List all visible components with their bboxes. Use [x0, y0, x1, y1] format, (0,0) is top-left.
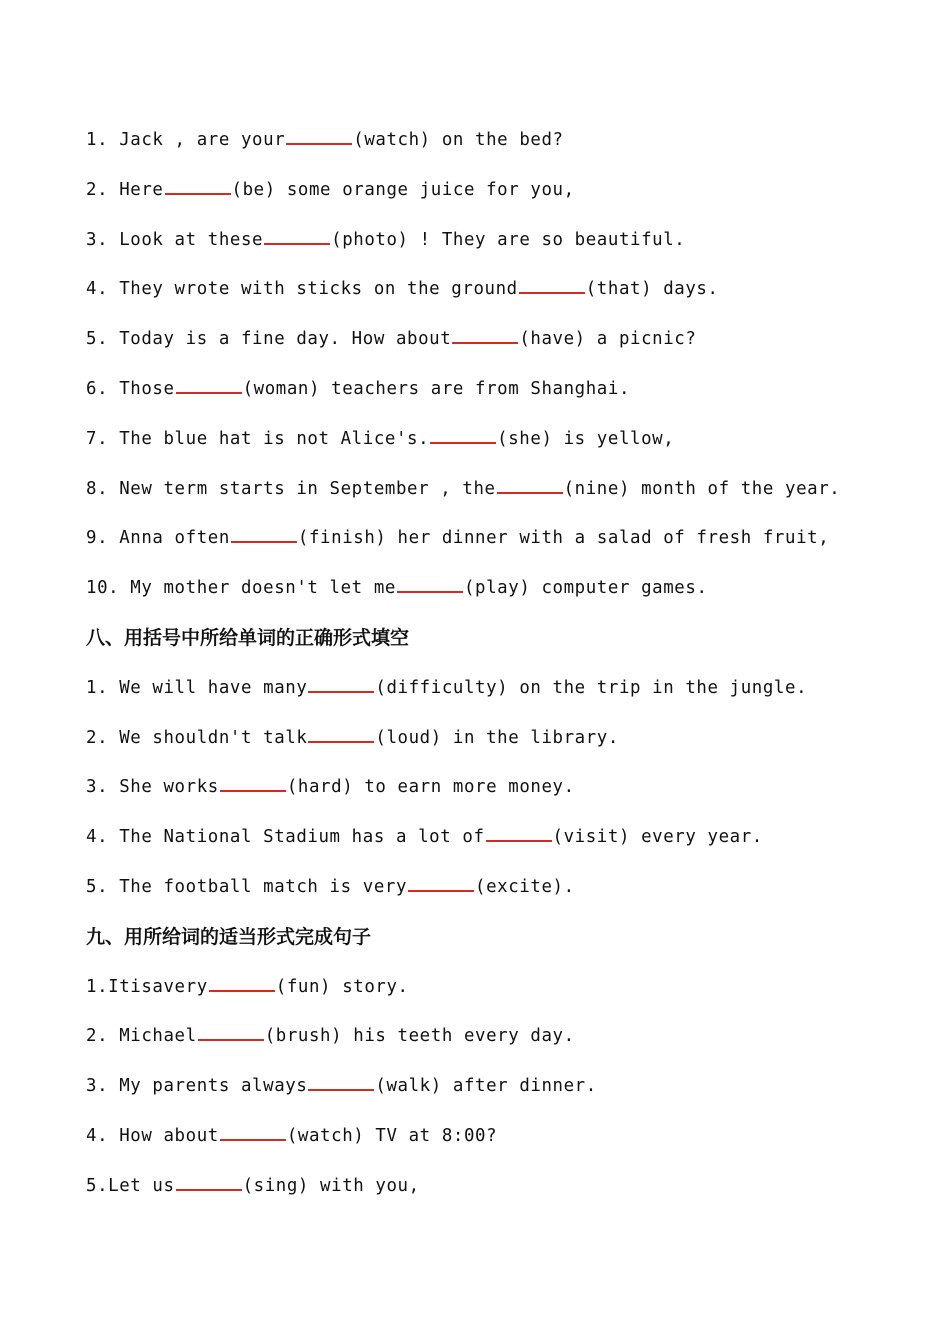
exercise-line: 4. They wrote with sticks on the ground (that) days. [86, 273, 926, 323]
section-heading: 八、用括号中所给单词的正确形式填空 [86, 626, 410, 649]
answer-blank[interactable] [220, 772, 286, 792]
worksheet-page [86, 124, 926, 1220]
answer-blank[interactable] [497, 474, 563, 494]
answer-blank[interactable] [209, 972, 275, 992]
answer-blank[interactable] [308, 673, 374, 693]
exercise-line: 10. My mother doesn't let me (play) computer games. [86, 572, 926, 622]
exercise-line: 5.Let us (sing) with you, [86, 1170, 926, 1220]
answer-blank[interactable] [165, 175, 231, 195]
answer-blank[interactable] [286, 125, 352, 145]
section-heading: 九、用所给词的适当形式完成句子 [86, 925, 372, 948]
exercise-line: 6. Those (woman) teachers are from Shanghai. [86, 373, 926, 423]
exercise-line: 4. The National Stadium has a lot of (visit) every year. [86, 821, 926, 871]
answer-blank[interactable] [308, 723, 374, 743]
exercise-line: 2. Michael (brush) his teeth every day. [86, 1020, 926, 1070]
exercise-line: 8. New term starts in September , the (nine) month of the year. [86, 473, 926, 523]
answer-blank[interactable] [231, 523, 297, 543]
exercise-line: 2. Here (be) some orange juice for you, [86, 174, 926, 224]
answer-blank[interactable] [452, 324, 518, 344]
exercise-line: 1.Itisavery (fun) story. [86, 971, 926, 1021]
exercise-line: 5. Today is a fine day. How about (have) a picnic? [86, 323, 926, 373]
answer-blank[interactable] [176, 374, 242, 394]
answer-blank[interactable] [264, 225, 330, 245]
answer-blank[interactable] [430, 424, 496, 444]
exercise-line: 3. Look at these (photo) ! They are so beautiful. [86, 224, 926, 274]
answer-blank[interactable] [397, 573, 463, 593]
answer-blank[interactable] [486, 822, 552, 842]
exercise-line: 5. The football match is very (excite). [86, 871, 926, 921]
exercise-line: 1. We will have many (difficulty) on the trip in the jungle. [86, 672, 926, 722]
exercise-line: 7. The blue hat is not Alice's. (she) is yellow, [86, 423, 926, 473]
exercise-line: 3. My parents always (walk) after dinner. [86, 1070, 926, 1120]
answer-blank[interactable] [198, 1021, 264, 1041]
exercise-line: 1. Jack , are your (watch) on the bed? [86, 124, 926, 174]
exercise-line: 3. She works (hard) to earn more money. [86, 771, 926, 821]
answer-blank[interactable] [408, 872, 474, 892]
answer-blank[interactable] [220, 1121, 286, 1141]
exercise-line: 9. Anna often (finish) her dinner with a salad of fresh fruit, [86, 522, 926, 572]
exercise-line: 4. How about (watch) TV at 8:00? [86, 1120, 926, 1170]
exercise-line: 2. We shouldn't talk (loud) in the library. [86, 722, 926, 772]
answer-blank[interactable] [308, 1071, 374, 1091]
answer-blank[interactable] [519, 274, 585, 294]
answer-blank[interactable] [176, 1171, 242, 1191]
